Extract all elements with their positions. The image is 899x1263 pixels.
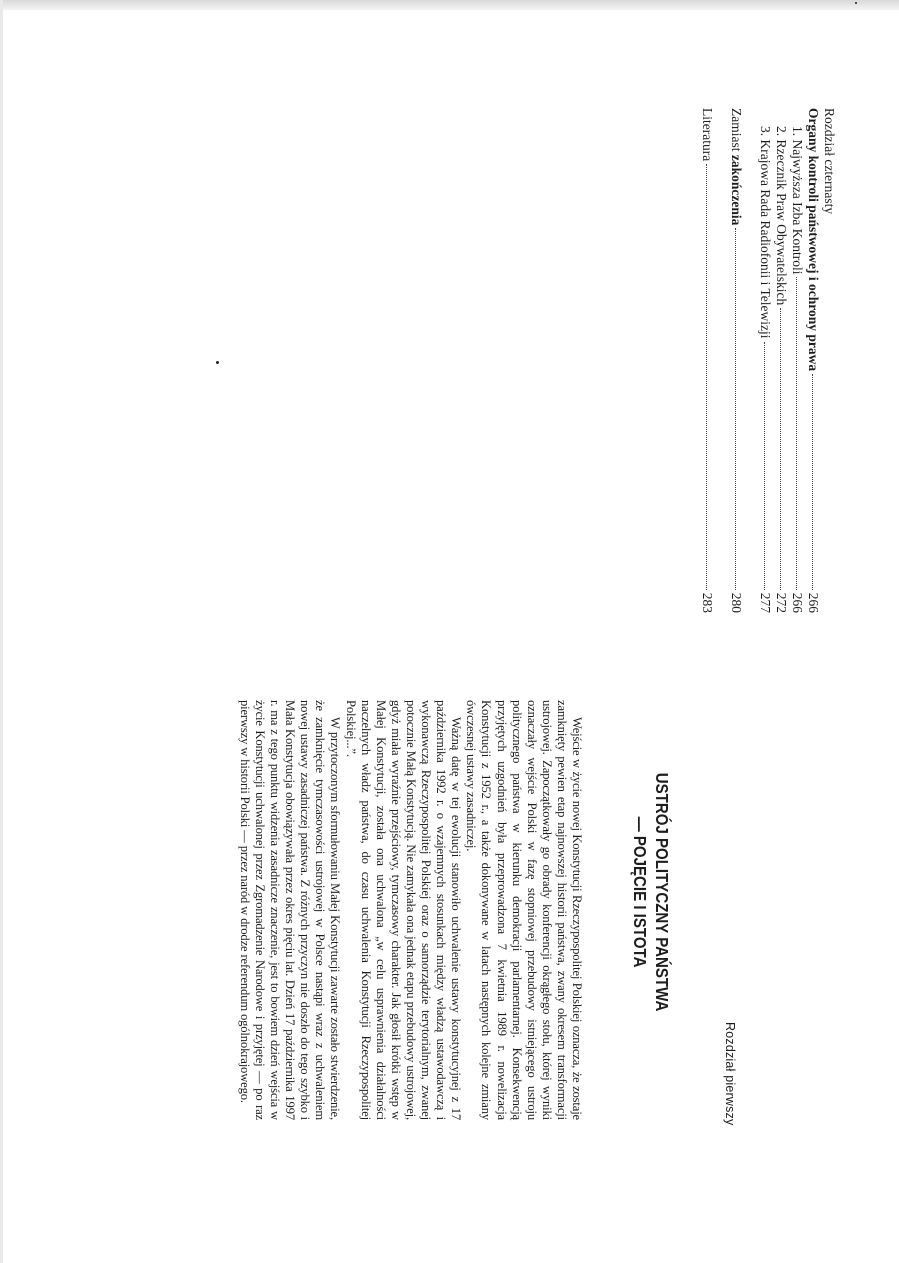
toc-item: [789, 108, 805, 613]
toc-bibliography-title: Literatura: [700, 108, 715, 162]
toc-page-number: 283: [700, 592, 715, 613]
toc-bibliography-row: [699, 108, 715, 613]
toc-chapter-label: Rozdział czternasty: [822, 108, 837, 215]
toc-closing-prefix: Zamiast: [729, 108, 744, 155]
chapter-label: Rozdział pierwszy: [723, 1022, 737, 1126]
toc-item-title: 1. Najwyższa Izba Kontroli: [790, 126, 805, 275]
chapter-body: [237, 700, 584, 1120]
toc-item-title: 3. Krajowa Rada Radiofonii i Telewizji: [758, 126, 773, 339]
toc-item: [773, 108, 789, 613]
toc-leader: [764, 342, 765, 590]
toc-page-number: 266: [806, 592, 821, 613]
chapter-title: [629, 742, 673, 1042]
body-paragraph: Ważną datę w tej ewolucji stanowiło uchwalenie ustawy konstytucyjnej z 17 października 1992 r. o wzajemnych stosunkach między władzą ustawodawczą i wykonawczą Rzeczypospolitej Polskiej oraz o samorządzie terytorialnym, zwanej potocznie Małą Konstytucją. Nie zamykała ona jednak etapu przebudowy ustrojowej, gdyż miała wyraźnie przejściowy, tymczasowy charakter. Jak głosił krótki wstęp w Małej Konstytucji, została ona uchwalona „w celu usprawnienia działalności naczelnych władz państwa, do czasu uchwalenia Konstytucji Rzeczypospolitej Polskiej...”.: [343, 700, 464, 1120]
toc-page-number: 266: [790, 592, 805, 613]
chapter-title-line: — POJĘCIE I ISTOTA: [630, 816, 650, 968]
table-of-contents: [699, 108, 837, 613]
body-paragraph: W przytoczonym sformułowaniu Małej Konstytucji zawarte zostało stwierdzenie, że zamknięcie tymczasowości ustrojowej w Polsce nastąpi wraz z uchwaleniem nowej ustawy zasadniczej państwa. Z różnych przyczyn nie doszło do tego szybko i Mała Konstytucja obowiązywała przez okres pięciu lat. Dzień 17 października 1997 r. ma z tego punktu widzenia zasadnicze znaczenie, jest to bowiem dzień wejścia w życie Konstytucji uchwalonej przez Zgromadzenie Narodowe i przyjętej — po raz pierwszy w historii Polski — przez naród w drodze referendum ogólnokrajowego.: [237, 700, 343, 1120]
toc-chapter-row: [805, 108, 821, 613]
toc-page-number: 272: [774, 592, 789, 613]
toc-closing-bold: zakończenia: [729, 154, 744, 226]
toc-page-number: 280: [729, 592, 744, 613]
toc-item: [757, 108, 773, 613]
toc-leader: [735, 228, 736, 589]
toc-leader: [780, 308, 781, 590]
toc-closing-title: [728, 108, 744, 225]
toc-page-number: 277: [758, 592, 773, 613]
toc-leader: [706, 164, 707, 590]
toc-chapter-title: Organy kontroli państwowej i ochrony prawa: [806, 108, 821, 372]
chapter-title-line: USTRÓJ POLITYCZNY PAŃSTWA: [652, 772, 672, 1012]
toc-leader: [812, 374, 813, 590]
toc-closing-row: [728, 108, 744, 613]
toc-leader: [796, 277, 797, 589]
toc-item-title: 2. Rzecznik Praw Obywatelskich: [774, 126, 789, 306]
body-paragraph: Wejście w życie nowej Konstytucji Rzeczypospolitej Polskiej oznacza, że zostaje zamknięty pewien etap najnowszej historii państwa, zwany okresem transformacji ustrojowej. Zapoczątkowały go obrady konferencji okrągłego stołu, której wyniki oznaczały wejście Polski w fazę stopniowej przebudowy istniejącego ustroju politycznego państwa w kierunku demokracji parlamentarnej. Konsekwencją przyjętych uzgodnień była przeprowadzona 7 kwietnia 1989 r. nowelizacja Konstytucji z 1952 r., a także dokonywane w latach następnych kolejne zmiany ówczesnej ustawy zasadniczej.: [464, 700, 584, 1120]
